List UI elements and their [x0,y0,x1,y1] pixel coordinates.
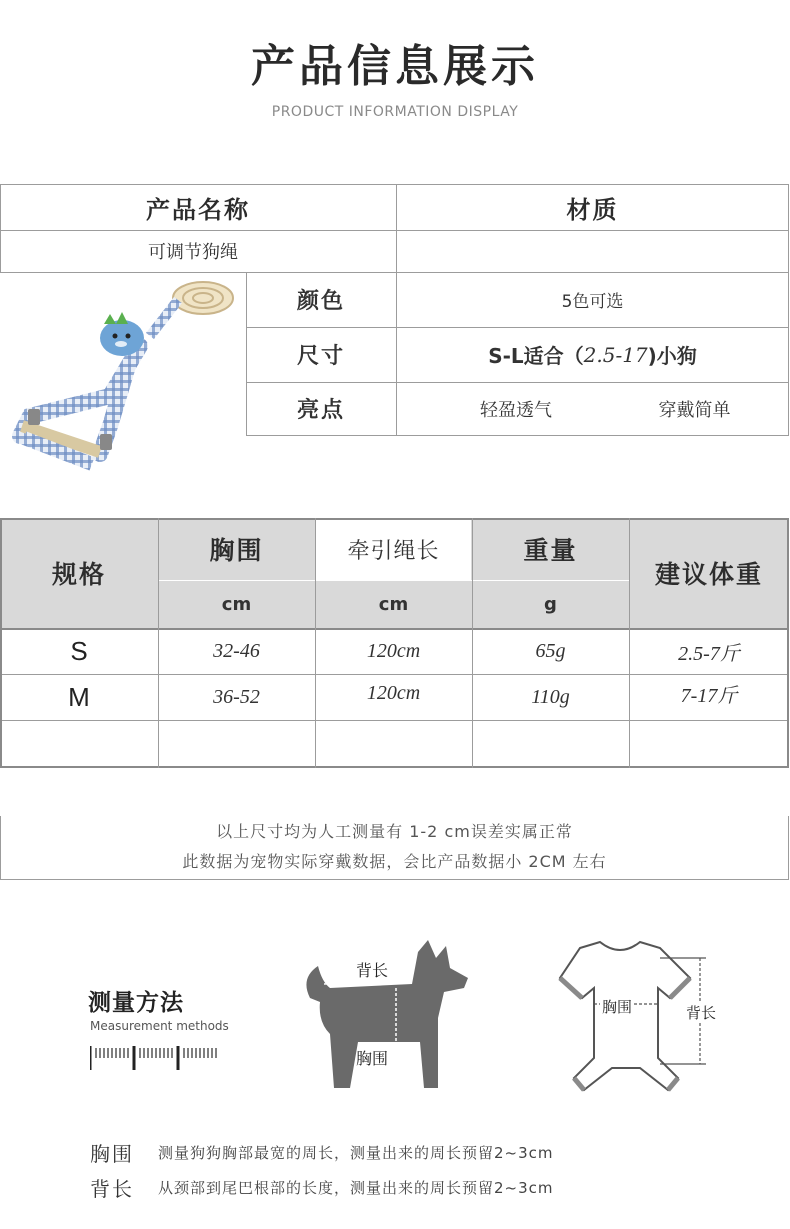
size-s-chest: 32-46 [213,639,260,662]
size-label: 尺寸 [296,344,345,369]
measurement-subtitle: Measurement methods [90,1019,229,1033]
size-m-label: M [68,681,90,712]
product-name-value: 可调节狗绳 [148,242,238,263]
dog-silhouette-diagram [300,938,480,1098]
spec-header: 规格 [51,560,106,589]
size-value-prefix: S-L适合（ [488,344,584,368]
leash-length-header: 牵引绳长 [347,538,440,564]
color-label: 颜色 [296,289,345,314]
weight-unit: g [544,593,557,615]
size-value-range: 2.5-17 [583,342,648,367]
page-subtitle: PRODUCT INFORMATION DISPLAY [271,104,519,120]
size-m-suggest: 7-17斤 [680,684,738,707]
weight-header: 重量 [523,536,578,565]
highlight-label: 亮点 [296,398,345,423]
size-s-suggest: 2.5-7斤 [678,642,740,665]
definition-text-back: 从颈部到尾巴根部的长度，测量出来的周长预留2~3cm [158,1179,554,1197]
note-line-1: 以上尺寸均为人工测量有 1-2 cm误差实属正常 [216,821,573,841]
product-name-header: 产品名称 [146,195,250,224]
note-box [0,816,789,880]
size-s-label: S [70,635,88,666]
chest-unit: cm [221,593,252,615]
size-m-weight: 110g [531,685,570,708]
size-m-chest: 36-52 [213,685,260,708]
material-value [396,230,789,272]
dinosaur-charm [100,320,144,356]
suggested-weight-header: 建议体重 [654,560,763,589]
dog-chest-label: 胸围 [356,1049,389,1068]
dog-back-label: 背长 [356,961,389,980]
size-value-suffix: )小狗 [647,344,697,368]
note-line-2: 此数据为宠物实际穿戴数据，会比产品数据小 2CM 左右 [182,851,607,871]
definition-text-chest: 测量狗狗胸部最宽的周长，测量出来的周长预留2~3cm [158,1144,554,1162]
page-title: 产品信息展示 [251,41,539,92]
size-m-leash: 120cm [366,681,421,704]
highlight-value-a: 轻盈透气 [480,399,552,421]
ruler-icon [90,1042,220,1072]
material-header: 材质 [566,195,619,224]
color-value: 5色可选 [561,292,624,312]
size-s-weight: 65g [535,639,566,662]
highlight-value-b: 穿戴简单 [658,399,731,421]
cloth-back-label: 背长 [686,1004,717,1022]
size-s-leash: 120cm [366,639,421,662]
leash-unit: cm [378,593,409,615]
definition-term-chest: 胸围 [90,1142,134,1166]
size-chart-table [0,518,789,768]
product-info-table [0,184,789,436]
harness-product-image [0,276,246,486]
measurement-title: 测量方法 [88,990,184,1016]
size-value [396,327,789,382]
chest-header: 胸围 [209,536,264,565]
cloth-chest-label: 胸围 [602,998,633,1016]
definition-term-back: 背长 [90,1177,134,1201]
